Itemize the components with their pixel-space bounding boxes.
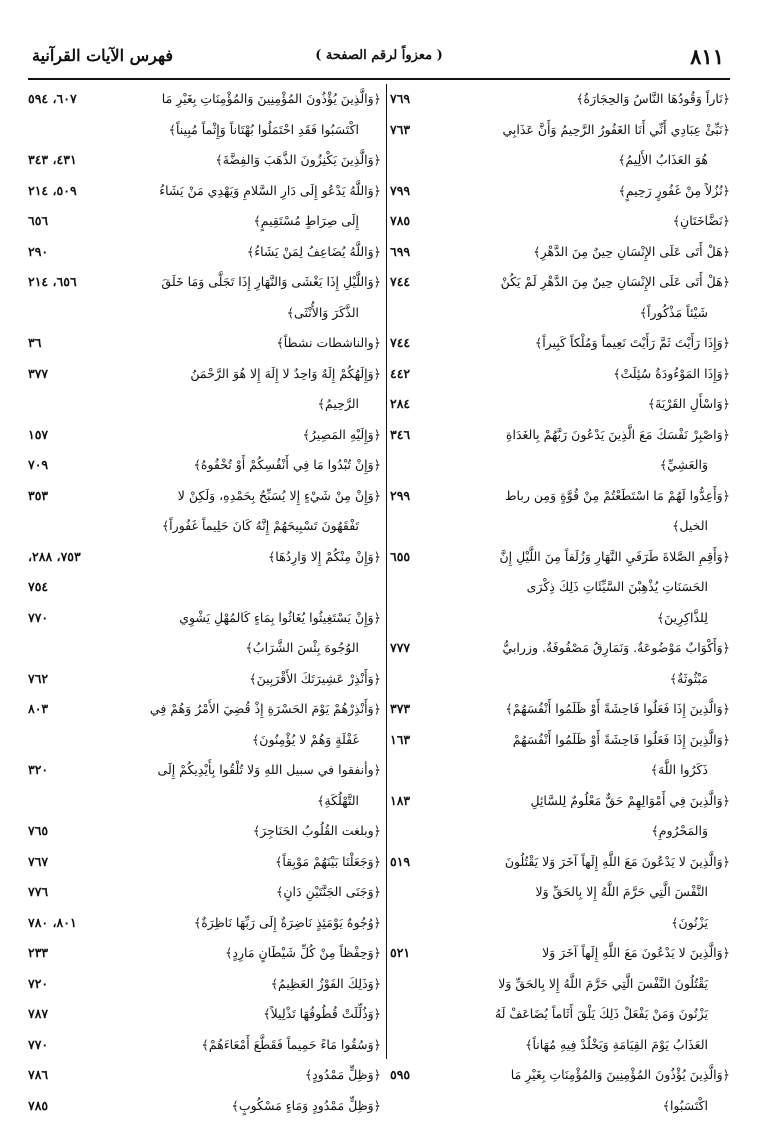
verse-text: الخيل﴾ [672, 511, 708, 542]
index-entry-line [390, 816, 730, 847]
index-entry-line [390, 603, 730, 634]
verse-text: ﴿وَأَقِمِ الصَّلاةَ طَرَفَيِ النَّهَارِ وَزُلَفاً مِنَ اللَّيْلِ إِنَّ [499, 542, 730, 573]
verse-text: ﴿وأنفقوا في سبيل اللهِ وَلا تُلْقُوا بِأَيْدِيكُمْ إِلَى [158, 755, 381, 786]
index-entry-line [390, 633, 730, 664]
index-entry-line [390, 999, 730, 1030]
index-title: فهرس الآيات القرآنية [32, 46, 173, 65]
index-entry-line [390, 786, 730, 817]
page-reference: ٧٥٤ [28, 572, 112, 603]
index-entry-line [28, 633, 381, 664]
verse-text: ﴿وَأَنْذِرْهُمْ يَوْمَ الحَسْرَةِ إِذْ قُضِيَ الأَمْرُ وَهُمْ فِي [150, 694, 381, 725]
index-entry-line [390, 725, 730, 756]
page-number: ٨١١ [690, 44, 724, 69]
page-reference: ٧٤٤ [390, 267, 456, 298]
index-entry-line [28, 694, 381, 725]
page-reference: ٧٦٩ [390, 84, 456, 115]
verse-text: لِلذَّاكِرِينَ﴾ [657, 603, 708, 634]
page-reference: ٧٠٩ [28, 450, 112, 481]
verse-text: الذَّكَرَ وَالأُنْثَى﴾ [287, 298, 359, 329]
page-reference: ٥٩٥ [390, 1060, 456, 1091]
verse-text: تَفْقَهُونَ تَسْبِيحَهُمْ إِنَّهُ كَانَ حَلِيماً غَفُوراً﴾ [162, 511, 359, 542]
index-entry-line [390, 1060, 730, 1091]
index-entry-line [390, 450, 730, 481]
index-entry-line [28, 176, 381, 207]
verse-text: ﴿وَظِلٍّ مَمْدُودٍ﴾ [305, 1060, 381, 1091]
index-entry-line [28, 328, 381, 359]
page-reference: ٧٨٥ [390, 206, 456, 237]
index-entry-line [28, 999, 381, 1030]
verse-text: ﴿وَالَّذِينَ فِي أَمْوَالِهِمْ حَقٌّ مَعْلُومٌ لِلسَّائِلِ [530, 786, 730, 817]
page-reference: ٧٦٣ [390, 115, 456, 146]
index-entry-line [390, 206, 730, 237]
verse-text: ذَكَرُوا اللَّهَ﴾ [651, 755, 708, 786]
index-entry-line [390, 664, 730, 695]
index-entry-line [28, 847, 381, 878]
page-reference: ٧٨٥ [28, 1091, 112, 1121]
verse-text: ﴿والناشطات نشطاً﴾ [276, 328, 381, 359]
verse-text: ﴿هَلْ أَتَى عَلَى الإِنْسَانِ حِينٌ مِنَ الدَّهْرِ﴾ [533, 237, 730, 268]
index-entry-line [390, 542, 730, 573]
index-entry-line [28, 938, 381, 969]
verse-text: ﴿وَالَّذِينَ يَكْنِزُونَ الذَّهَبَ وَالفِضَّةَ﴾ [215, 145, 381, 176]
verse-text: التَّهْلُكَةِ﴾ [317, 786, 359, 817]
index-entry-line [390, 938, 730, 969]
index-entry-line [390, 267, 730, 298]
left-column [28, 84, 381, 1059]
index-entry-line [28, 450, 381, 481]
verse-text: الحَسَنَاتِ يُذْهِبْنَ السَّيِّئَاتِ ذَلِكَ ذِكْرَى [527, 572, 708, 603]
page-reference: ١٨٣ [390, 786, 456, 817]
index-entry-line [28, 84, 381, 115]
verse-text: غَفْلَةٍ وَهُمْ لا يُؤْمِنُونَ﴾ [252, 725, 359, 756]
verse-text: وَالمَحْرُومِ﴾ [651, 816, 708, 847]
index-entry-line [390, 1030, 730, 1061]
page-reference: ٦٥٦ [28, 206, 112, 237]
verse-text: ﴿وَاللَّيْلِ إِذَا يَغْشَى وَالنَّهَارِ إِذَا تَجَلَّى وَمَا خَلَقَ [161, 267, 381, 298]
verse-text: ﴿وَالَّذِينَ لا يَدْعُونَ مَعَ اللَّهِ إِلَهاً آخَرَ وَلا يَقْتُلُونَ [505, 847, 730, 878]
verse-text: ﴿وَإِلَيْهِ المَصِيرُ﴾ [303, 420, 381, 451]
verse-text: يَقْتُلُونَ النَّفْسَ الَّتِي حَرَّمَ اللَّهُ إِلا بِالحَقِّ وَلا [498, 969, 708, 1000]
verse-text: ﴿وَأَكْوَابٌ مَوْضُوعَةٌ. وَنَمَارِقُ مَصْفُوفَةٌ. وزرابيُّ [503, 633, 730, 664]
verse-text: ﴿وَإِذَا المَوْءُودَةُ سُئِلَتْ﴾ [613, 359, 730, 390]
index-entry-line [390, 298, 730, 329]
page-reference: ٧٨٦ [28, 1060, 112, 1091]
page-reference: ٨٠٣ [28, 694, 112, 725]
verse-text: ﴿وَالَّذِينَ يُؤْذُونَ المُؤْمِنِينَ وَالمُؤْمِنَاتِ بِغَيْرِ مَا [511, 1060, 730, 1091]
page-reference: ٧٢٠ [28, 969, 112, 1000]
page-reference: ٣٢٠ [28, 755, 112, 786]
verse-text: ﴿وَأَعِدُّوا لَهُمْ مَا اسْتَطَعْتُمْ مِنْ قُوَّةٍ وَمِن رباط [505, 481, 730, 512]
page-reference: ٧٧٠ [28, 1030, 112, 1061]
page-reference: ٤٣١، ٣٤٣ [28, 145, 112, 176]
page-reference: ٣٥٣ [28, 481, 112, 512]
index-entry-line [28, 267, 381, 298]
verse-text: ﴿وَحِفْظاً مِنْ كُلِّ شَيْطَانٍ مَارِدٍ﴾ [225, 938, 381, 969]
page-reference: ٤٤٢ [390, 359, 456, 390]
index-entry-line [28, 298, 381, 329]
verse-text: يَزْنُونَ﴾ [671, 908, 708, 939]
index-entry-line [390, 847, 730, 878]
verse-text: ﴿هَلْ أَتَى عَلَى الإِنْسَانِ حِينٌ مِنَ الدَّهْرِ لَمْ يَكُنْ [501, 267, 730, 298]
index-entry-line [390, 84, 730, 115]
index-entry-line [390, 359, 730, 390]
page-header [30, 44, 728, 74]
verse-text: ﴿وَظِلٍّ مَمْدُودٍ وَمَاءٍ مَسْكُوبٍ﴾ [232, 1091, 382, 1121]
page-reference: ٧٦٢ [28, 664, 112, 695]
verse-text: العَذَابُ يَوْمَ القِيَامَةِ وَيَخْلُدْ فِيهِ مُهَاناً﴾ [525, 1030, 708, 1061]
page-reference: ٣٧٣ [390, 694, 456, 725]
verse-text: ﴿وَاللَّهُ يُضَاعِفُ لِمَنْ يَشَاءُ﴾ [247, 237, 381, 268]
header-rule [28, 78, 730, 80]
index-entry-line [390, 481, 730, 512]
index-entry-line [390, 115, 730, 146]
verse-text: إِلَى صِرَاطٍ مُسْتَقِيمٍ﴾ [253, 206, 359, 237]
page-reference: ٧٩٩ [390, 176, 456, 207]
index-entry-line [390, 511, 730, 542]
verse-text: هُوَ العَذَابُ الأَلِيمُ﴾ [618, 145, 708, 176]
index-entry-line [28, 664, 381, 695]
verse-text: ﴿وَالَّذِينَ لا يَدْعُونَ مَعَ اللَّهِ إِلَهاً آخَرَ وَلا [542, 938, 730, 969]
verse-text: اكْتَسَبُوا﴾ [663, 1091, 708, 1121]
page-reference: ٥١٩ [390, 847, 456, 878]
page-reference: ٦٠٧، ٥٩٤ [28, 84, 112, 115]
verse-text: اكْتَسَبُوا فَقَدِ احْتَمَلُوا بُهْتَاناً وَإِثْماً مُبِيناً﴾ [169, 115, 359, 146]
verse-text: ﴿وَالَّذِينَ يُؤْذُونَ المُؤْمِنِينَ وَالمُؤْمِنَاتِ بِغَيْرِ مَا [162, 84, 381, 115]
index-entry-line [28, 481, 381, 512]
page-reference: ٧٤٤ [390, 328, 456, 359]
verse-text: ﴿نَضَّاخَتَانِ﴾ [673, 206, 730, 237]
page-reference: ٢٣٣ [28, 938, 112, 969]
page-reference: ٦٥٦، ٢١٤ [28, 267, 112, 298]
index-entry-line [28, 786, 381, 817]
verse-text: ﴿وبلغت القُلُوبُ الحَنَاجِرَ﴾ [253, 816, 381, 847]
verse-text: ﴿وَإِذَا رَأَيْتَ ثَمَّ رَأَيْتَ نَعِيماً وَمُلْكاً كَبِيراً﴾ [535, 328, 730, 359]
page-reference: ٥٠٩، ٢١٤ [28, 176, 112, 207]
column-divider [386, 84, 387, 1059]
index-entry-line [28, 359, 381, 390]
index-entry-line [390, 755, 730, 786]
index-entry-line [28, 1030, 381, 1061]
verse-text: ﴿وَذُلِّلَتْ قُطُوفُهَا تَذْلِيلاً﴾ [263, 999, 381, 1030]
index-entry-line [28, 603, 381, 634]
verse-text: ﴿وَإِلَهُكُمْ إِلَهٌ وَاحِدٌ لا إِلَهَ إِلا هُوَ الرَّحْمَنُ [190, 359, 381, 390]
index-entry-line [390, 176, 730, 207]
page-reference: ١٦٣ [390, 725, 456, 756]
verse-text: ﴿وَإِنْ مِنْ شَيْءٍ إِلا يُسَبِّحُ بِحَمْدِهِ، وَلَكِنْ لا [178, 481, 381, 512]
right-column [390, 84, 730, 1059]
page-reference: ٣٧٧ [28, 359, 112, 390]
verse-text: ﴿وَالَّذِينَ إِذَا فَعَلُوا فَاحِشَةً أَوْ ظَلَمُوا أَنْفُسَهُمْ﴾ [505, 694, 730, 725]
index-entry-line [390, 1091, 730, 1121]
index-entry-line [28, 511, 381, 542]
index-entry-line [390, 908, 730, 939]
index-entry-line [28, 237, 381, 268]
page-reference: ١٥٧ [28, 420, 112, 451]
page-reference: ٧٦٥ [28, 816, 112, 847]
page-reference: ٧٥٣، ٢٨٨، [28, 542, 112, 573]
index-entry-line [28, 969, 381, 1000]
verse-text: الوُجُوهَ بِئْسَ الشَّرَابُ﴾ [245, 633, 359, 664]
index-entry-line [28, 206, 381, 237]
page-reference: ٨٠١، ٧٨٠ [28, 908, 112, 939]
index-entry-line [390, 389, 730, 420]
verse-text: ﴿وَإِنْ يَسْتَغِيثُوا يُغَاثُوا بِمَاءٍ كَالمُهْلِ يَشْوِي [179, 603, 381, 634]
verse-text: النَّفْسَ الَّتِي حَرَّمَ اللَّهُ إِلا بِالحَقِّ وَلا [536, 877, 708, 908]
index-entry-line [28, 1060, 381, 1091]
index-entry-line [28, 908, 381, 939]
index-entry-line [390, 877, 730, 908]
index-entry-line [28, 877, 381, 908]
verse-text: ﴿وَجَنَى الجَنَّتَيْنِ دَانٍ﴾ [276, 877, 381, 908]
verse-text: ﴿وُجُوهٌ يَوْمَئِذٍ نَاضِرَةٌ إِلَى رَبِّهَا نَاظِرَةٌ﴾ [194, 908, 381, 939]
index-entry-line [390, 328, 730, 359]
page-reference: ٥٢١ [390, 938, 456, 969]
verse-text: ﴿نَاراً وَقُودُهَا النَّاسُ وَالحِجَارَةُ﴾ [576, 84, 730, 115]
index-entry-line [28, 816, 381, 847]
index-entry-line [28, 115, 381, 146]
index-entry-line [390, 237, 730, 268]
index-entry-line [28, 572, 381, 603]
index-entry-line [28, 420, 381, 451]
verse-text: ﴿نُزُلاً مِنْ غَفُورٍ رَحِيمٍ﴾ [619, 176, 731, 207]
page-reference: ٧٧٠ [28, 603, 112, 634]
page-reference: ٢٨٤ [390, 389, 456, 420]
index-entry-line [390, 694, 730, 725]
index-entry-line [28, 725, 381, 756]
page-reference: ٧٧٧ [390, 633, 456, 664]
verse-text: يَزْنُونَ وَمَنْ يَفْعَلْ ذَلِكَ يَلْقَ أَثَاماً يُضَاعَفْ لَهُ [495, 999, 708, 1030]
verse-text: ﴿وَإِنْ مِنْكُمْ إِلا وَارِدُهَا﴾ [268, 542, 381, 573]
page-reference: ٦٩٩ [390, 237, 456, 268]
verse-text: ﴿وَاسْأَلِ القَرْيَةَ﴾ [648, 389, 730, 420]
index-entry-line [28, 542, 381, 573]
page-reference: ٣٦ [28, 328, 112, 359]
verse-text: شَيْئاً مَذْكُوراً﴾ [640, 298, 708, 329]
index-entry-line [28, 145, 381, 176]
index-entry-line [28, 1091, 381, 1121]
verse-text: ﴿وَأَنْذِرْ عَشِيرَتَكَ الأَقْرَبِينَ﴾ [249, 664, 381, 695]
page-reference: ٣٤٦ [390, 420, 456, 451]
index-entry-line [390, 969, 730, 1000]
index-entry-line [28, 389, 381, 420]
page-reference: ٧٦٧ [28, 847, 112, 878]
verse-text: ﴿وَذَلِكَ الفَوْزُ العَظِيمُ﴾ [271, 969, 381, 1000]
index-entry-line [390, 145, 730, 176]
verse-text: ﴿وَالَّذِينَ إِذَا فَعَلُوا فَاحِشَةً أَوْ ظَلَمُوا أَنْفُسَهُمْ [513, 725, 730, 756]
header-note: ( معزواً لرقم الصفحة ) [30, 48, 728, 63]
verse-text: مَبْثُوثَةٌ﴾ [670, 664, 708, 695]
verse-text: ﴿وَسُقُوا مَاءً حَمِيماً فَقَطَّعَ أَمْعَاءَهُمْ﴾ [202, 1030, 381, 1061]
index-entry-line [390, 572, 730, 603]
page-reference: ٢٩٩ [390, 481, 456, 512]
page-reference: ٧٨٧ [28, 999, 112, 1030]
index-entry-line [390, 420, 730, 451]
verse-text: ﴿نَبِّئْ عِبَادِي أَنِّي أَنَا الغَفُورُ الرَّحِيمُ وَأَنَّ عَذَابِي [502, 115, 730, 146]
verse-text: ﴿وَجَعَلْنَا بَيْنَهُمْ مَوْبِقاً﴾ [275, 847, 381, 878]
page-reference: ٦٥٥ [390, 542, 456, 573]
verse-text: وَالعَشِيِّ﴾ [660, 450, 708, 481]
verse-text: ﴿وَإِنْ تُبْدُوا مَا فِي أَنْفُسِكُمْ أَوْ تُخْفُوهُ﴾ [194, 450, 381, 481]
page-reference: ٢٩٠ [28, 237, 112, 268]
verse-text: ﴿وَاللَّهُ يَدْعُو إِلَى دَارِ السَّلامِ وَيَهْدِي مَنْ يَشَاءُ [159, 176, 381, 207]
verse-text: ﴿وَاصْبِرْ نَفْسَكَ مَعَ الَّذِينَ يَدْعُونَ رَبَّهُمْ بِالغَدَاةِ [506, 420, 730, 451]
verse-text: الرَّحِيمُ﴾ [318, 389, 359, 420]
page-reference: ٧٧٦ [28, 877, 112, 908]
index-entry-line [28, 755, 381, 786]
